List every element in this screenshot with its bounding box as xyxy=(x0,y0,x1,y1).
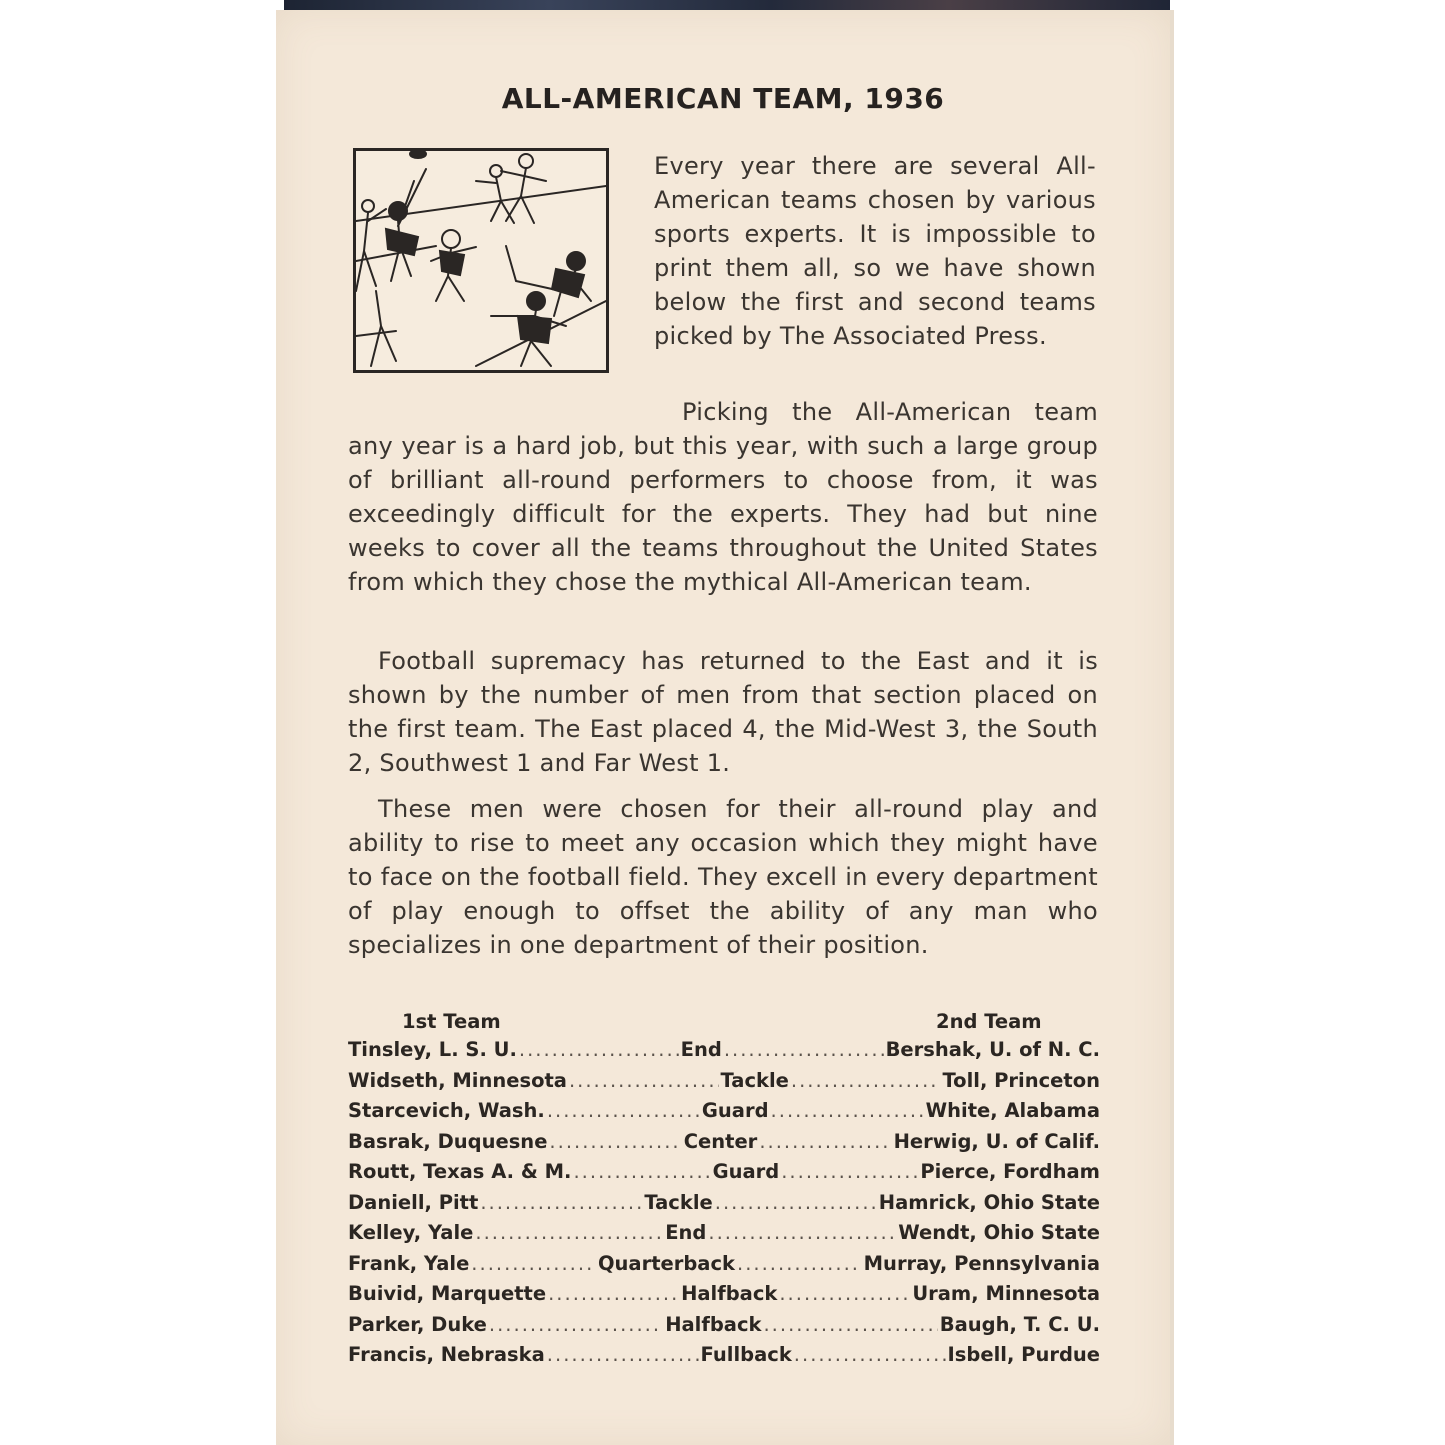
first-team-player: Daniell, Pitt xyxy=(348,1190,479,1214)
second-team-player: Uram, Minnesota xyxy=(912,1282,1100,1305)
second-team-header: 2nd Team xyxy=(936,1010,1042,1033)
table-row xyxy=(348,1252,1100,1283)
leader-dots xyxy=(791,1069,941,1092)
leader-dots xyxy=(781,1160,918,1183)
intro-paragraph: Every year there are several All-American teams chosen by various sports experts. It is impossible to print them all, so we have shown below the first and second teams picked by The Associated Press. xyxy=(654,152,1096,350)
team-headers xyxy=(348,1010,1100,1038)
second-team-player: Hamrick, Ohio State xyxy=(878,1190,1101,1214)
leader-dots xyxy=(737,1252,862,1275)
table-row xyxy=(348,1313,1100,1344)
team-rows xyxy=(348,1038,1100,1374)
leader-dots xyxy=(759,1130,891,1153)
first-team-player: Tinsley, L. S. U. xyxy=(348,1038,517,1061)
second-team-player: Pierce, Fordham xyxy=(920,1160,1101,1183)
position-label: Guard xyxy=(701,1099,769,1122)
leader-dots xyxy=(779,1282,910,1305)
leader-dots xyxy=(763,1313,937,1336)
first-team-player: Buivid, Marquette xyxy=(348,1282,547,1305)
table-row xyxy=(348,1069,1100,1100)
position-label: Center xyxy=(683,1129,758,1153)
team-roster-table xyxy=(348,1010,1100,1374)
second-team-player: Baugh, T. C. U. xyxy=(939,1312,1100,1336)
table-row xyxy=(348,1343,1100,1374)
first-team-player: Widseth, Minnesota xyxy=(348,1068,567,1092)
second-team-player: Isbell, Purdue xyxy=(947,1343,1101,1366)
second-team-player: Wendt, Ohio State xyxy=(898,1221,1100,1244)
leader-dots xyxy=(475,1221,663,1244)
second-team-player: Murray, Pennsylvania xyxy=(863,1251,1101,1275)
second-team-player: Herwig, U. of Calif. xyxy=(893,1129,1100,1153)
leader-dots xyxy=(569,1069,719,1092)
leader-dots xyxy=(549,1130,681,1153)
first-team-header: 1st Team xyxy=(402,1010,501,1033)
leader-dots xyxy=(480,1191,642,1214)
first-team-player: Parker, Duke xyxy=(348,1312,487,1336)
second-team-player: Bershak, U. of N. C. xyxy=(885,1038,1101,1061)
paragraph-selection: Picking the All-American team any year is a hard job, but this year, with such a large group of brilliant all-round performers to choose from, it was exceedingly difficult for the experts. They had but nine weeks to cover all the teams throughout the United States from which they chose the mythical All-American team. xyxy=(348,398,1098,596)
first-team-player: Francis, Nebraska xyxy=(348,1343,545,1366)
football-illustration-svg xyxy=(356,151,606,370)
table-row xyxy=(348,1038,1100,1069)
first-team-player: Kelley, Yale xyxy=(348,1221,474,1244)
first-team-player: Basrak, Duquesne xyxy=(348,1129,548,1153)
leader-dots xyxy=(548,1282,679,1305)
leader-dots xyxy=(573,1160,710,1183)
leader-dots xyxy=(794,1343,946,1366)
second-team-player: White, Alabama xyxy=(925,1099,1100,1122)
position-label: Halfback xyxy=(665,1312,762,1336)
leader-dots xyxy=(708,1221,896,1244)
position-label: End xyxy=(680,1038,722,1061)
leader-dots xyxy=(715,1191,877,1214)
position-label: Tackle xyxy=(720,1068,789,1092)
football-players-illustration xyxy=(353,148,609,373)
paragraph-all-round-play: These men were chosen for their all-round play and ability to rise to meet any occasion which they might have to face on the football field. They excell in every department of play enough to offset the ability of any man who specializes in one department of their position. xyxy=(348,795,1098,959)
page-edge xyxy=(1170,10,1174,1445)
page-title: ALL-AMERICAN TEAM, 1936 xyxy=(501,82,945,115)
leader-dots xyxy=(471,1252,596,1275)
book-page xyxy=(276,10,1170,1445)
leader-dots xyxy=(547,1343,699,1366)
first-team-player: Starcevich, Wash. xyxy=(348,1099,545,1122)
position-label: End xyxy=(665,1221,707,1244)
table-row xyxy=(348,1099,1100,1130)
paragraph-east-supremacy: Football supremacy has returned to the East and it is shown by the number of men from that section placed on the first team. The East placed 4, the Mid-West 3, the South 2, Southwest 1 and Far West 1. xyxy=(348,647,1098,777)
position-label: Guard xyxy=(712,1160,780,1183)
leader-dots xyxy=(724,1038,884,1061)
first-team-player: Routt, Texas A. & M. xyxy=(348,1160,572,1183)
table-row xyxy=(348,1130,1100,1161)
first-team-player: Frank, Yale xyxy=(348,1251,470,1275)
position-label: Tackle xyxy=(644,1190,713,1214)
leader-dots xyxy=(519,1038,679,1061)
leader-dots xyxy=(489,1313,663,1336)
leader-dots xyxy=(771,1099,924,1122)
leader-dots xyxy=(547,1099,700,1122)
table-row xyxy=(348,1191,1100,1222)
position-label: Halfback xyxy=(681,1282,778,1305)
table-row xyxy=(348,1282,1100,1313)
position-label: Fullback xyxy=(700,1343,792,1366)
table-row xyxy=(348,1221,1100,1252)
table-row xyxy=(348,1160,1100,1191)
second-team-player: Toll, Princeton xyxy=(942,1068,1101,1092)
position-label: Quarterback xyxy=(597,1251,735,1275)
